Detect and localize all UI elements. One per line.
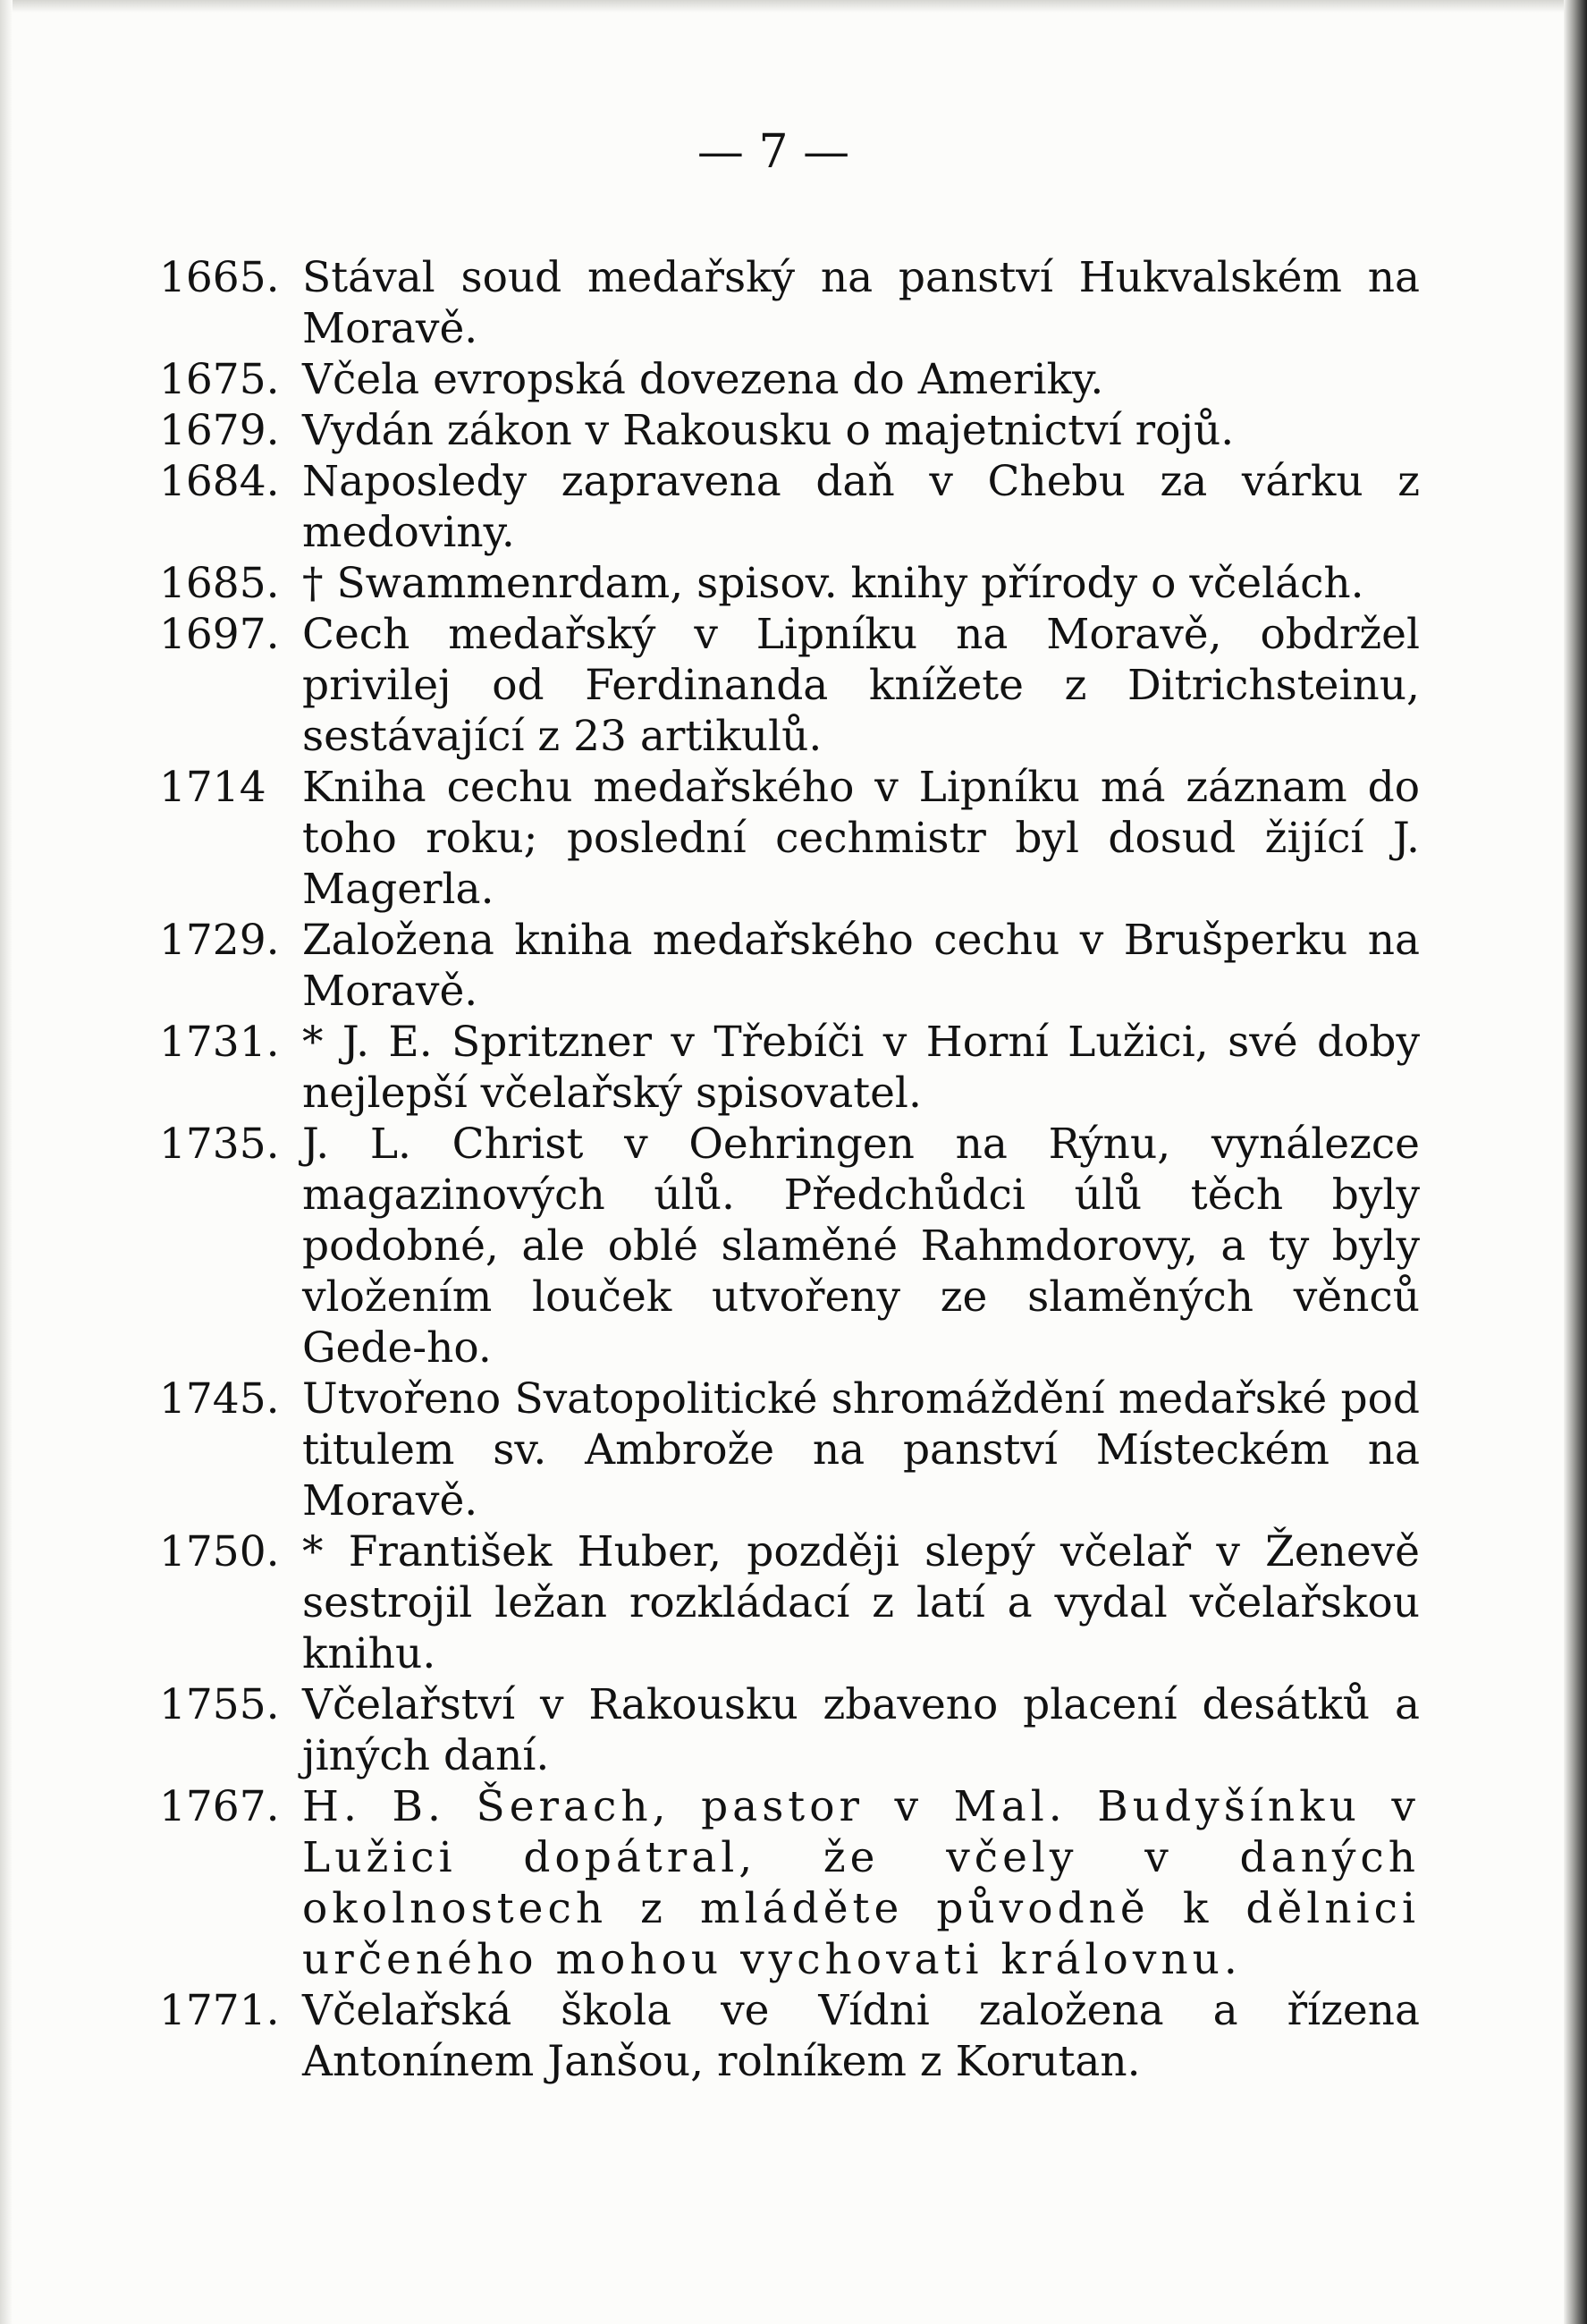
entry-text: Naposledy zapravena daň v Chebu za várku z medoviny. xyxy=(302,457,1420,557)
page-left-edge xyxy=(0,0,13,2324)
entry-1755 xyxy=(159,1679,1420,1781)
entry-year: 1771. xyxy=(159,1986,280,2035)
entry-year: 1675. xyxy=(159,355,280,404)
entry-text: † Swammenrdam, spisov. knihy přírody o včelách. xyxy=(302,559,1364,608)
entry-text: Utvořeno Svatopolitické shromáždění medařské pod titulem sv. Ambrože na panství Místeckém na Moravě. xyxy=(302,1374,1420,1525)
entry-text: * František Huber, později slepý včelař v Ženevě sestrojil ležan rozkládací z latí a vydal včelařskou knihu. xyxy=(302,1527,1420,1678)
entry-1750 xyxy=(159,1526,1420,1679)
entry-year: 1755. xyxy=(159,1680,280,1729)
entry-year: 1750. xyxy=(159,1527,280,1576)
entry-year: 1731. xyxy=(159,1018,280,1067)
entry-text: Včela evropská dovezena do Ameriky. xyxy=(302,355,1104,404)
entry-1684 xyxy=(159,456,1420,558)
entry-year: 1735. xyxy=(159,1120,280,1169)
entry-1685 xyxy=(159,558,1420,609)
entry-text: * J. E. Spritzner v Třebíči v Horní Lužici, své doby nejlepší včelařský spisovatel. xyxy=(302,1018,1420,1118)
entry-1675 xyxy=(159,354,1420,405)
entry-text: J. L. Christ v Oehringen na Rýnu, vynálezce magazinových úlů. Předchůdci úlů těch byly podobné, ale oblé slaměné Rahmdorovy, a ty byly vložením louček utvořeny ze slaměných věnců Gede-ho. xyxy=(302,1120,1420,1373)
entry-year: 1665. xyxy=(159,253,280,302)
chronology-list xyxy=(159,252,1420,2087)
entry-1735 xyxy=(159,1119,1420,1373)
entry-text: Stával soud medařský na panství Hukvalském na Moravě. xyxy=(302,253,1420,353)
entry-text: Včelařství v Rakousku zbaveno placení desátků a jiných daní. xyxy=(302,1680,1420,1780)
entry-year: 1767. xyxy=(159,1782,280,1831)
page-top-edge xyxy=(0,0,1587,13)
entry-text: Vydán zákon v Rakousku o majetnictví rojů. xyxy=(302,406,1235,455)
entry-text: H. B. Šerach, pastor v Mal. Budyšínku v Lužici dopátral, že včely v daných okolnostech z mláděte původně k dělnici určeného mohou vychovati královnu. xyxy=(302,1782,1420,1984)
entry-text: Včelařská škola ve Vídni založena a řízena Antonínem Janšou, rolníkem z Korutan. xyxy=(302,1986,1420,2086)
page-number: — 7 — xyxy=(696,125,850,179)
entry-text: Cech medařský v Lipníku na Moravě, obdržel privilej od Ferdinanda knížete z Ditrichsteinu, sestávající z 23 artikulů. xyxy=(302,610,1420,761)
entry-year: 1684. xyxy=(159,457,280,506)
entry-1729 xyxy=(159,915,1420,1017)
entry-year: 1697. xyxy=(159,610,280,659)
entry-1679 xyxy=(159,405,1420,456)
page-binding-shadow xyxy=(1564,0,1587,2324)
entry-1697 xyxy=(159,609,1420,762)
entry-1745 xyxy=(159,1373,1420,1526)
entry-year: 1745. xyxy=(159,1374,280,1424)
entry-1665 xyxy=(159,252,1420,354)
entry-1731 xyxy=(159,1017,1420,1119)
entry-year: 1685. xyxy=(159,559,280,608)
entry-1714 xyxy=(159,762,1420,915)
entry-year: 1729. xyxy=(159,916,280,965)
entry-year: 1714 xyxy=(159,763,266,812)
entry-text: Kniha cechu medařského v Lipníku má záznam do toho roku; poslední cechmistr byl dosud žijící J. Magerla. xyxy=(302,763,1420,914)
entry-text: Založena kniha medařského cechu v Brušperku na Moravě. xyxy=(302,916,1420,1016)
entry-1767 xyxy=(159,1781,1420,1985)
entry-year: 1679. xyxy=(159,406,280,455)
entry-1771 xyxy=(159,1985,1420,2087)
